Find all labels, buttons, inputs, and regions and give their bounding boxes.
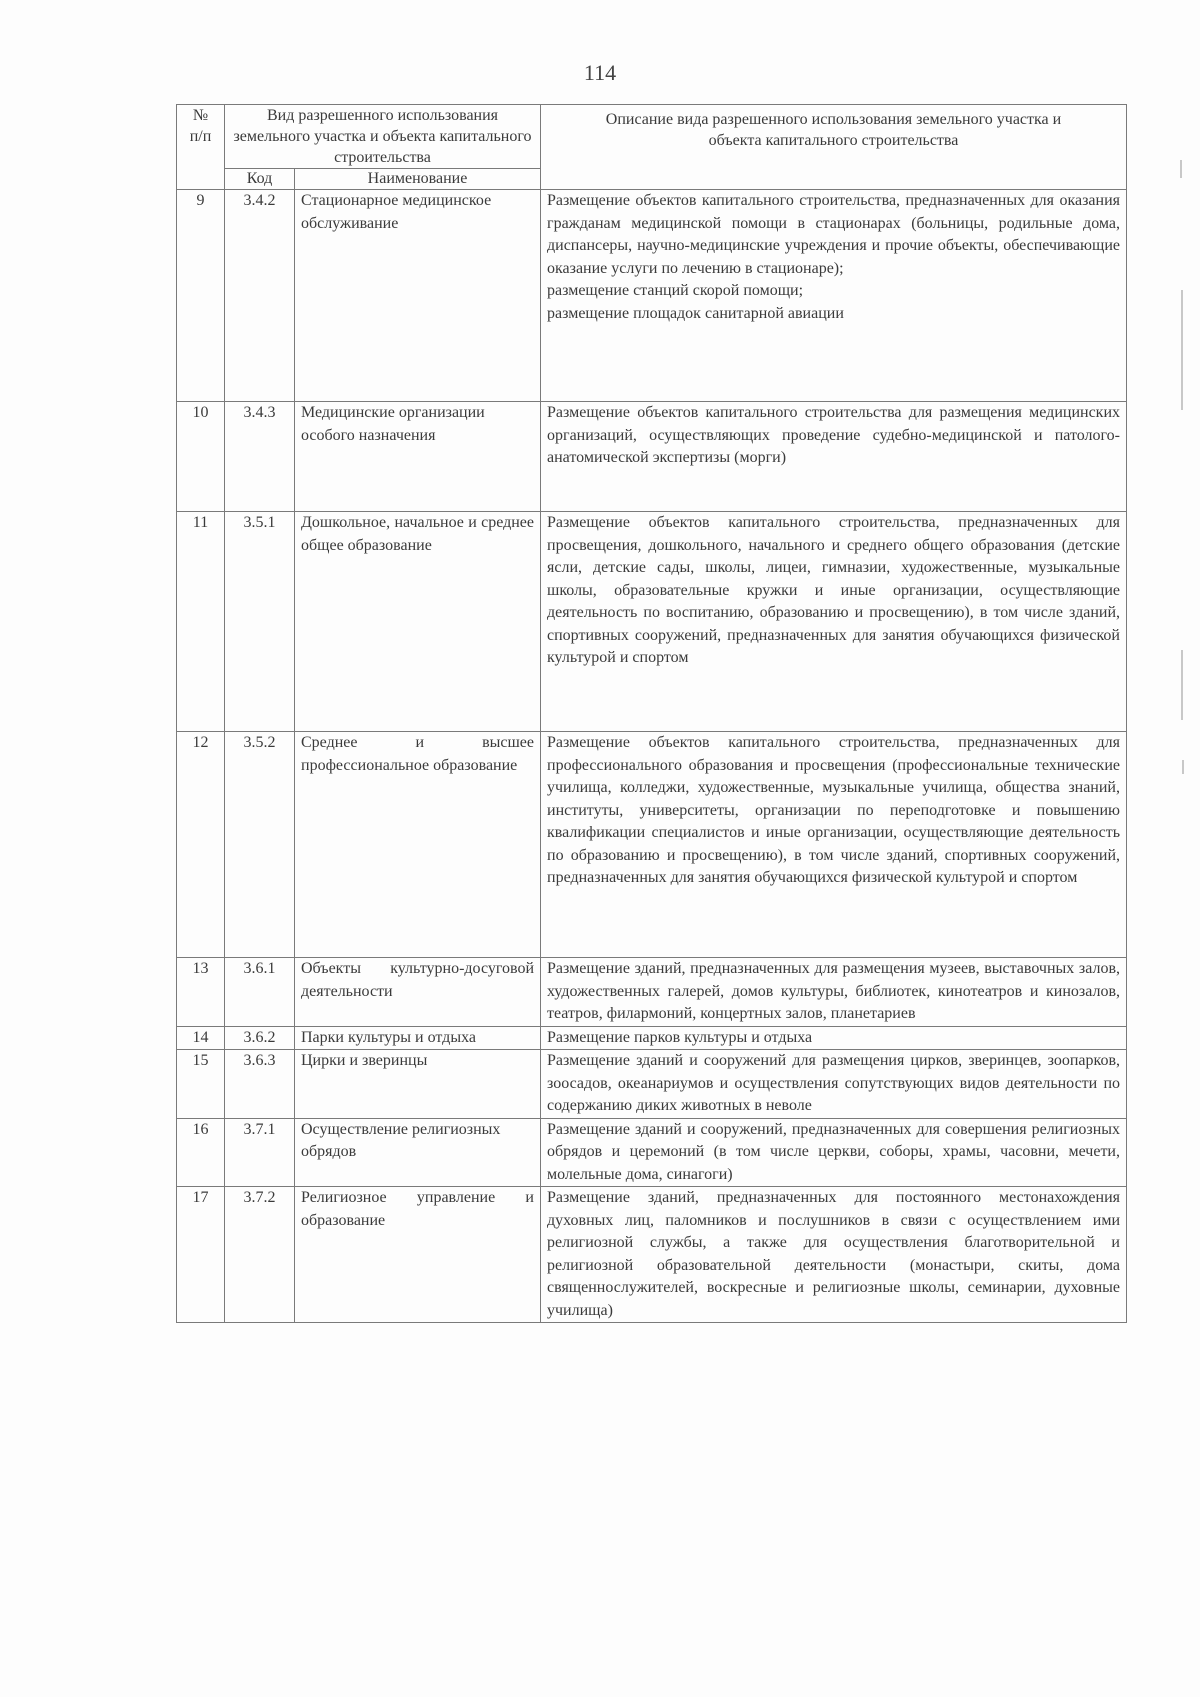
row-description [541, 1118, 1127, 1187]
header-description: Описание вида разрешенного использования земельного участка и объекта капитального строительства [541, 105, 1127, 190]
row-number: 15 [177, 1050, 225, 1119]
table-row [177, 958, 1127, 1027]
row-name: Медицинские организации особого назначения [295, 402, 541, 512]
description-paragraph: Размещение объектов капитального строительства для размещения медицинских организаций, осуществляющих проведение судебно-медицинской и патолого-анатомической экспертизы (морги) [547, 404, 1120, 466]
row-code: 3.4.3 [225, 402, 295, 512]
scan-margin-mark [1181, 290, 1183, 410]
table-row [177, 190, 1127, 402]
description-paragraph: Размещение парков культуры и отдыха [547, 1028, 813, 1046]
table-row [177, 1026, 1127, 1050]
table-row [177, 1187, 1127, 1323]
row-description [541, 1187, 1127, 1323]
row-name: Религиозное управление и образование [295, 1187, 541, 1323]
row-code: 3.6.3 [225, 1050, 295, 1119]
header-name: Наименование [295, 169, 541, 190]
row-description [541, 1026, 1127, 1050]
table-row [177, 1050, 1127, 1119]
row-code: 3.4.2 [225, 190, 295, 402]
row-code: 3.7.1 [225, 1118, 295, 1187]
row-description [541, 402, 1127, 512]
scan-margin-mark [1181, 650, 1183, 720]
table-header-row [177, 105, 1127, 169]
description-paragraph: размещение площадок санитарной авиации [547, 304, 844, 322]
row-number: 9 [177, 190, 225, 402]
row-name: Среднее и высшее профессиональное образование [295, 732, 541, 958]
scan-margin-mark [1182, 760, 1184, 774]
description-paragraph: Размещение объектов капитального строительства, предназначенных для оказания гражданам медицинской помощи в стационарах (больницы, родильные дома, диспансеры, научно-медицинские учреждения и прочие объекты, обеспечивающие оказание услуги по лечению в стационаре); [547, 192, 1120, 277]
table-row [177, 402, 1127, 512]
row-description [541, 732, 1127, 958]
description-paragraph: Размещение объектов капитального строительства, предназначенных для профессионального образования и просвещения (профессиональные технические училища, колледжи, художественные, музыкальные училища, общества знаний, институты, университеты, организации по переподготовке и повышению квалификации специалистов и иные организации, осуществляющие деятельность по образованию и просвещению), в том числе зданий, спортивных сооружений, предназначенных для занятия обучающихся физической культурой и спортом [547, 734, 1120, 886]
description-paragraph: Размещение зданий и сооружений, предназначенных для совершения религиозных обрядов и церемоний (в том числе церкви, соборы, храмы, часовни, мечети, молельные дома, синагоги) [547, 1120, 1120, 1183]
row-code: 3.6.1 [225, 958, 295, 1027]
row-code: 3.5.2 [225, 732, 295, 958]
description-paragraph: Размещение зданий, предназначенных для размещения музеев, выставочных залов, художественных галерей, домов культуры, библиотек, кинотеатров и кинозалов, театров, филармоний, концертных залов, планетариев [547, 960, 1120, 1022]
header-num: № п/п [177, 105, 225, 190]
row-number: 11 [177, 512, 225, 732]
row-description [541, 1050, 1127, 1119]
page-number: 114 [583, 60, 617, 85]
row-number: 10 [177, 402, 225, 512]
row-number: 12 [177, 732, 225, 958]
header-code: Код [225, 169, 295, 190]
land-use-table [176, 104, 1127, 1323]
row-number: 16 [177, 1118, 225, 1187]
row-code: 3.7.2 [225, 1187, 295, 1323]
table-row [177, 732, 1127, 958]
description-paragraph: Размещение объектов капитального строительства, предназначенных для просвещения, дошкольного, начального и среднего общего образования (детские ясли, детские сады, школы, лицеи, гимназии, художественные, музыкальные школы, образовательные кружки и иные организации, осуществляющие деятельность по воспитанию, образованию и просвещению), в том числе зданий, спортивных сооружений, предназначенных для занятия обучающихся физической культурой и спортом [547, 514, 1120, 666]
row-name: Стационарное медицинское обслуживание [295, 190, 541, 402]
description-paragraph: Размещение зданий и сооружений для размещения цирков, зверинцев, зоопарков, зоосадов, океанариумов и осуществления сопутствующих видов деятельности по содержанию диких животных в неволе [547, 1052, 1120, 1114]
row-name: Осуществление религиозных обрядов [295, 1118, 541, 1187]
row-name: Парки культуры и отдыха [295, 1026, 541, 1050]
row-code: 3.5.1 [225, 512, 295, 732]
row-description [541, 512, 1127, 732]
row-number: 13 [177, 958, 225, 1027]
row-name: Цирки и зверинцы [295, 1050, 541, 1119]
scan-margin-mark [1180, 160, 1182, 178]
header-land-use-type: Вид разрешенного использования земельного участка и объекта капитального строительства [225, 105, 541, 169]
row-description [541, 190, 1127, 402]
row-number: 17 [177, 1187, 225, 1323]
row-code: 3.6.2 [225, 1026, 295, 1050]
description-paragraph: Размещение зданий, предназначенных для постоянного местонахождения духовных лиц, паломников и послушников в связи с осуществлением ими религиозной службы, а также для осуществления благотворительной и религиозной образовательной деятельности (монастыри, скиты, дома священнослужителей, воскресные и религиозные школы, семинарии, духовные училища) [547, 1189, 1120, 1319]
row-name: Объекты культурно-досуговой деятельности [295, 958, 541, 1027]
table-row [177, 512, 1127, 732]
row-number: 14 [177, 1026, 225, 1050]
description-paragraph: размещение станций скорой помощи; [547, 282, 804, 299]
row-name: Дошкольное, начальное и среднее общее образование [295, 512, 541, 732]
row-description [541, 958, 1127, 1027]
table-row [177, 1118, 1127, 1187]
